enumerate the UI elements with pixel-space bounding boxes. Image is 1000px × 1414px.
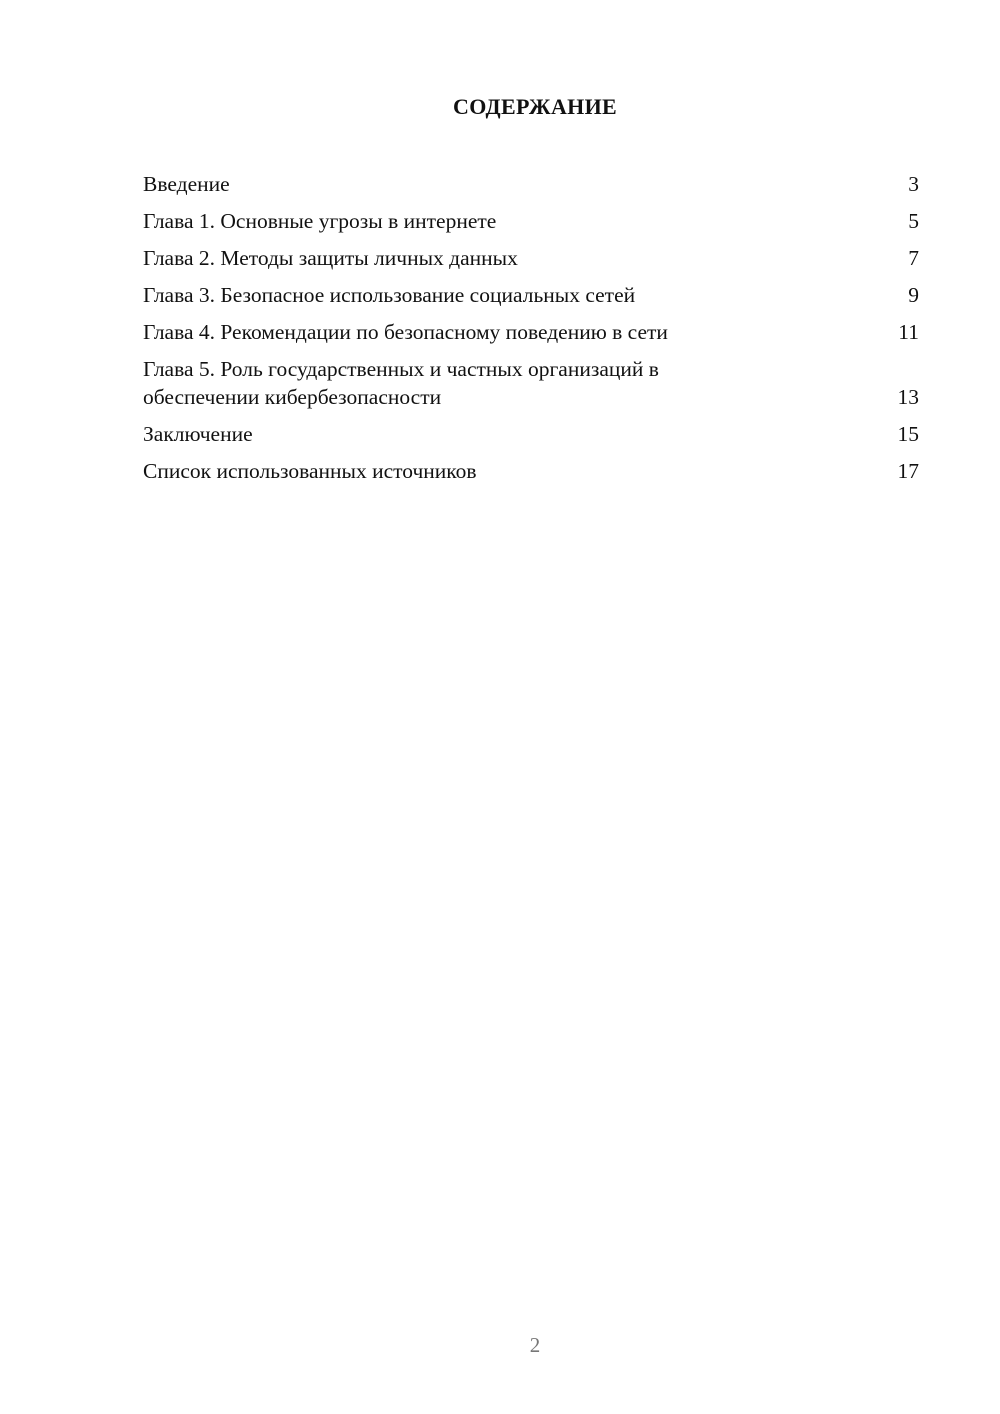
toc-entry-title: Заключение	[143, 422, 253, 446]
toc-heading: СОДЕРЖАНИЕ	[453, 94, 617, 119]
toc-entry-conclusion[interactable]	[143, 420, 919, 448]
toc-entry-page: 9	[908, 283, 919, 307]
toc-entry-title: Глава 4. Рекомендации по безопасному поведению в сети	[143, 320, 668, 344]
toc-entry-page: 17	[897, 459, 919, 483]
toc-entry-page: 15	[897, 422, 919, 446]
toc-entry-chapter-1[interactable]	[143, 207, 919, 235]
toc-entry-title: Глава 1. Основные угрозы в интернете	[143, 209, 497, 233]
toc-entry-introduction[interactable]	[143, 170, 919, 198]
toc-entry-chapter-4[interactable]	[143, 318, 919, 346]
toc-entry-title: Список использованных источников	[143, 459, 477, 483]
toc-entry-page: 3	[908, 172, 919, 196]
toc-entry-page: 5	[908, 209, 919, 233]
toc-entry-page: 13	[897, 385, 919, 409]
toc-entry-chapter-2[interactable]	[143, 244, 919, 272]
toc-entry-references[interactable]	[143, 457, 919, 485]
table-of-contents	[143, 170, 919, 494]
toc-entry-page: 7	[908, 246, 919, 270]
toc-entry-title: Глава 2. Методы защиты личных данных	[143, 246, 518, 270]
page-number: 2	[529, 1333, 541, 1357]
toc-entry-chapter-5[interactable]	[143, 355, 919, 411]
toc-entry-title: Введение	[143, 172, 230, 196]
toc-entry-title: Глава 3. Безопасное использование социальных сетей	[143, 283, 636, 307]
toc-entry-page: 11	[898, 320, 919, 344]
toc-entry-chapter-3[interactable]	[143, 281, 919, 309]
toc-entry-title: Глава 5. Роль государственных и частных организаций в обеспечении кибербезопасности	[143, 357, 659, 409]
